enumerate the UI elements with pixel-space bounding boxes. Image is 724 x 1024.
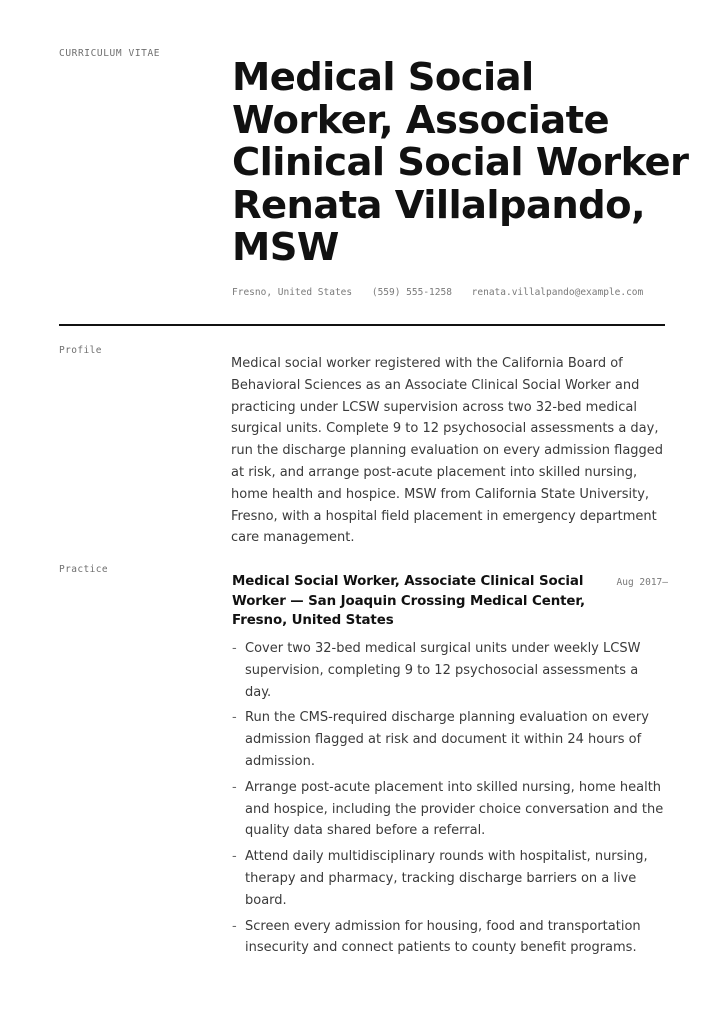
job-date: Aug 2017– [616,577,668,588]
job-entry-header [232,572,668,631]
bullet-text: Arrange post-acute placement into skilled nursing, home health and hospice, including the provider choice conversation and the quality data shared before a referral. [245,779,664,839]
bullet-marker: - [232,918,237,934]
bullet-marker: - [232,849,237,865]
bullet-text: Run the CMS-required discharge planning evaluation on every admission flagged at risk and document it within 24 hours of admission. [245,710,649,769]
job-title: Medical Social Worker, Associate Clinical Social Worker — San Joaquin Crossing Medical Center, Fresno, United States [232,574,585,628]
bullet-text: Attend daily multidisciplinary rounds with hospitalist, nursing, therapy and pharmacy, tracking discharge barriers on a live board. [245,849,648,908]
bullet-text: Cover two 32-bed medical surgical units under weekly LCSW supervision, completing 9 to 12 psychosocial assessments a day. [245,641,641,700]
header-divider [59,324,665,326]
contact-line [232,287,657,298]
contact-location: Fresno, United States [232,287,353,298]
job-bullet-list [232,638,668,963]
contact-phone: (559) 555-1258 [371,287,452,298]
document-kicker: CURRICULUM VITAE [59,48,161,59]
list-item [232,777,668,842]
bullet-text: Screen every admission for housing, food and transportation insecurity and connect patients to county benefit programs. [245,918,641,956]
section-label-profile: Profile [59,345,102,356]
contact-email: renata.villalpando@example.com [471,287,644,298]
list-item [232,846,668,911]
section-label-practice: Practice [59,564,108,575]
list-item [232,638,668,703]
bullet-marker: - [232,779,237,795]
list-item [232,707,668,772]
profile-summary: Medical social worker registered with the California Board of Behavioral Sciences as an Associate Clinical Social Worker and practicing under LCSW supervision across two 32-bed medical surgical units. Complete 9 to 12 psychosocial assessments a day, run the discharge planning evaluation on every admission flagged at risk, and arrange post-acute placement into skilled nursing, home health and hospice. MSW from California State University, Fresno, with a hospital field placement in emergency department care management. [231,356,664,546]
bullet-marker: - [232,710,237,726]
list-item [232,916,668,960]
bullet-marker: - [232,641,237,656]
page-title: Medical Social Worker, Associate Clinical Social Worker Renata Villalpando, MSW [232,55,689,270]
